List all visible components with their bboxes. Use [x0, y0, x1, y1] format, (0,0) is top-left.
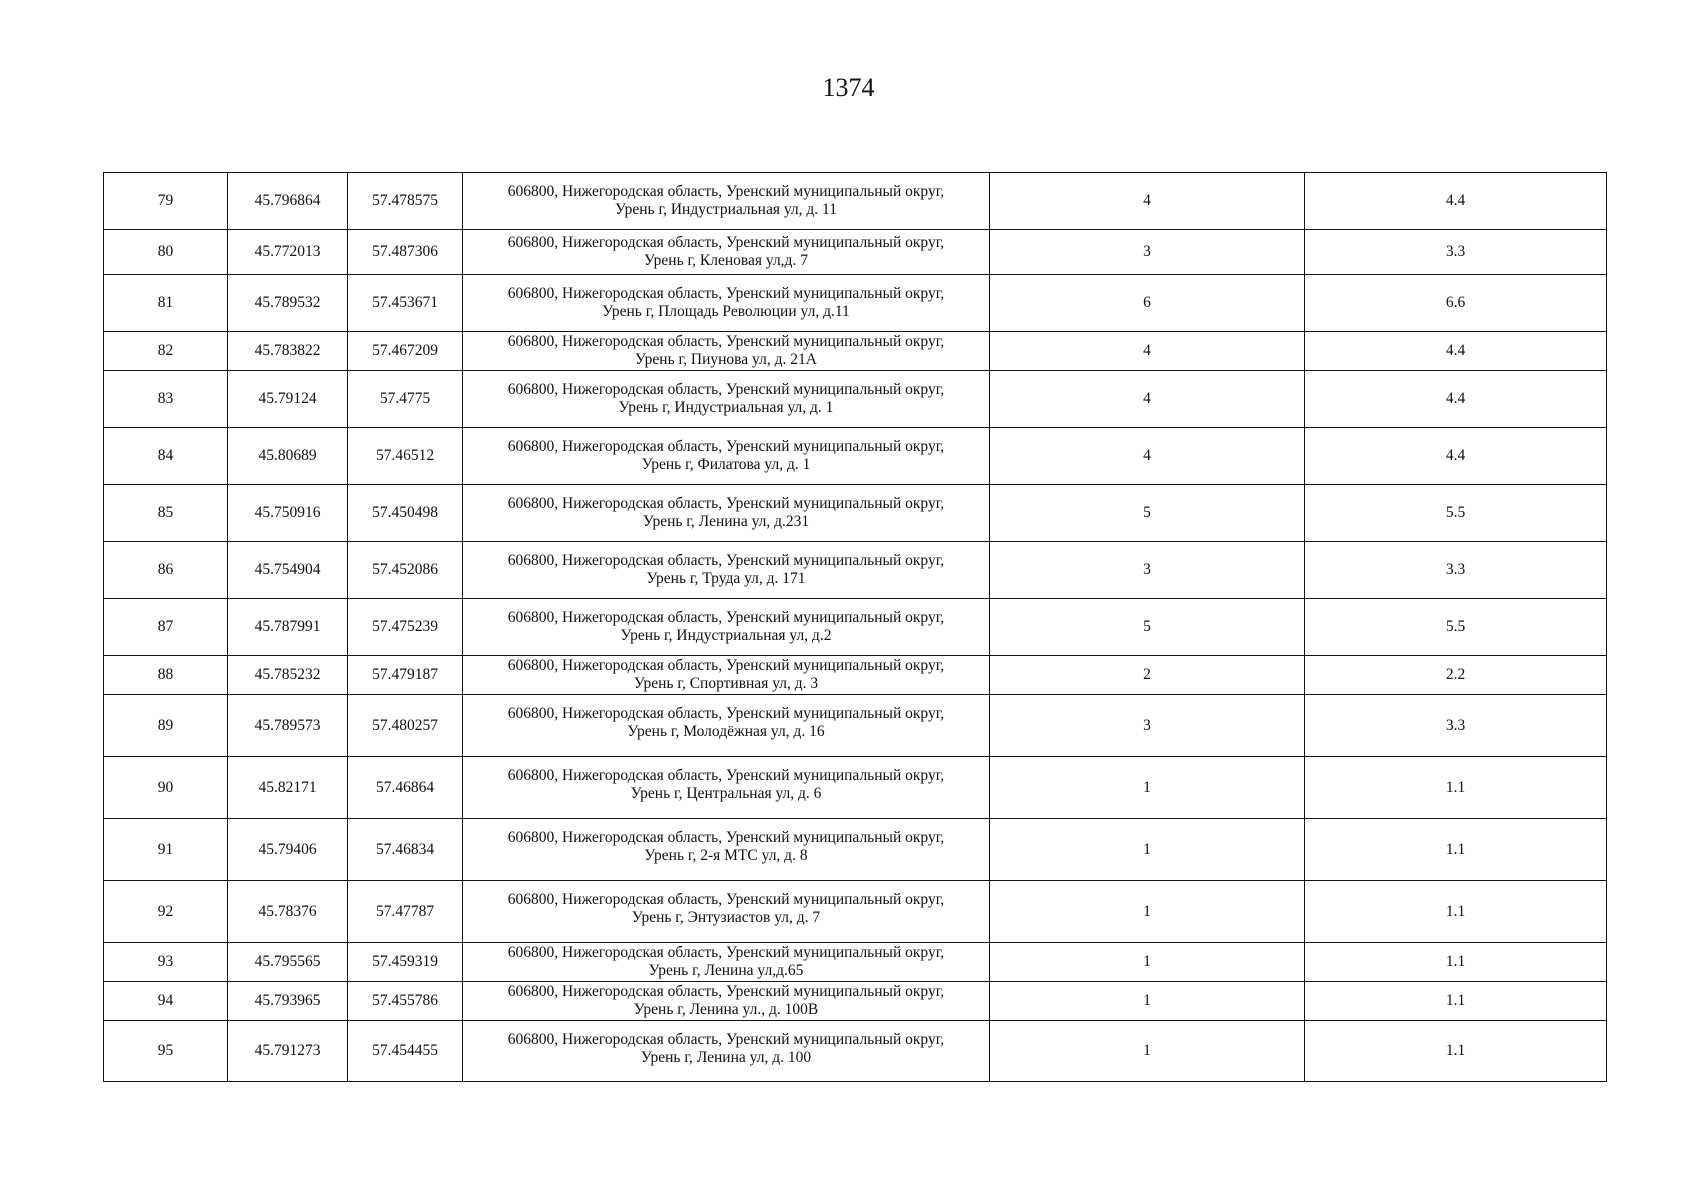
longitude-cell: 45.82171 — [228, 757, 348, 819]
table-row — [104, 695, 1607, 757]
container-count-cell: 5 — [990, 599, 1305, 656]
latitude-cell: 57.46864 — [348, 757, 463, 819]
container-count-cell: 1 — [990, 757, 1305, 819]
address-line-1: 606800, Нижегородская область, Уренский муниципальный округ, — [507, 438, 945, 455]
address-line-1: 606800, Нижегородская область, Уренский муниципальный округ, — [507, 657, 945, 674]
latitude-cell: 57.450498 — [348, 485, 463, 542]
address-line-2: Урень г, Ленина ул., д. 100В — [633, 1001, 819, 1018]
table-row — [104, 656, 1607, 695]
address-line-1: 606800, Нижегородская область, Уренский муниципальный округ, — [507, 829, 945, 846]
latitude-cell: 57.455786 — [348, 982, 463, 1021]
address-line-2: Урень г, Индустриальная ул, д. 1 — [618, 399, 834, 416]
address-line-2: Урень г, Ленина ул,д.65 — [648, 962, 804, 979]
address-cell — [463, 275, 990, 332]
row-number: 80 — [104, 230, 228, 275]
row-number: 79 — [104, 173, 228, 230]
container-count-cell: 4 — [990, 371, 1305, 428]
container-count-cell: 1 — [990, 881, 1305, 943]
latitude-cell: 57.487306 — [348, 230, 463, 275]
longitude-cell: 45.80689 — [228, 428, 348, 485]
address-line-2: Урень г, Спортивная ул, д. 3 — [633, 675, 819, 692]
longitude-cell: 45.772013 — [228, 230, 348, 275]
latitude-cell: 57.47787 — [348, 881, 463, 943]
address-line-2: Урень г, Энтузиастов ул, д. 7 — [631, 909, 821, 926]
container-count-cell: 1 — [990, 819, 1305, 881]
volume-cell: 1.1 — [1305, 757, 1607, 819]
address-cell — [463, 332, 990, 371]
address-line-2: Урень г, Индустриальная ул, д. 11 — [615, 201, 837, 218]
table-row — [104, 230, 1607, 275]
latitude-cell: 57.454455 — [348, 1021, 463, 1082]
address-line-2: Урень г, 2-я МТС ул, д. 8 — [644, 847, 808, 864]
latitude-cell: 57.479187 — [348, 656, 463, 695]
volume-cell: 1.1 — [1305, 881, 1607, 943]
row-number: 81 — [104, 275, 228, 332]
row-number: 92 — [104, 881, 228, 943]
table-row — [104, 173, 1607, 230]
row-number: 91 — [104, 819, 228, 881]
table-row — [104, 371, 1607, 428]
volume-cell: 5.5 — [1305, 599, 1607, 656]
latitude-cell: 57.452086 — [348, 542, 463, 599]
row-number: 86 — [104, 542, 228, 599]
volume-cell: 4.4 — [1305, 428, 1607, 485]
table-row — [104, 982, 1607, 1021]
longitude-cell: 45.789532 — [228, 275, 348, 332]
container-count-cell: 6 — [990, 275, 1305, 332]
row-number: 85 — [104, 485, 228, 542]
container-count-cell: 1 — [990, 943, 1305, 982]
longitude-cell: 45.795565 — [228, 943, 348, 982]
address-line-1: 606800, Нижегородская область, Уренский муниципальный округ, — [507, 767, 945, 784]
address-line-1: 606800, Нижегородская область, Уренский муниципальный округ, — [507, 495, 945, 512]
address-line-1: 606800, Нижегородская область, Уренский муниципальный округ, — [507, 552, 945, 569]
longitude-cell: 45.750916 — [228, 485, 348, 542]
latitude-cell: 57.453671 — [348, 275, 463, 332]
table-row — [104, 881, 1607, 943]
container-count-cell: 4 — [990, 173, 1305, 230]
address-cell — [463, 230, 990, 275]
longitude-cell: 45.791273 — [228, 1021, 348, 1082]
address-line-1: 606800, Нижегородская область, Уренский муниципальный округ, — [507, 983, 945, 1000]
table-row — [104, 332, 1607, 371]
table-row — [104, 1021, 1607, 1082]
volume-cell: 4.4 — [1305, 173, 1607, 230]
container-count-cell: 2 — [990, 656, 1305, 695]
longitude-cell: 45.78376 — [228, 881, 348, 943]
address-cell — [463, 1021, 990, 1082]
address-cell — [463, 371, 990, 428]
container-count-cell: 3 — [990, 542, 1305, 599]
longitude-cell: 45.783822 — [228, 332, 348, 371]
address-cell — [463, 173, 990, 230]
address-line-1: 606800, Нижегородская область, Уренский муниципальный округ, — [507, 333, 945, 350]
longitude-cell: 45.793965 — [228, 982, 348, 1021]
address-cell — [463, 599, 990, 656]
table-row — [104, 943, 1607, 982]
table-row — [104, 275, 1607, 332]
container-count-cell: 5 — [990, 485, 1305, 542]
volume-cell: 1.1 — [1305, 943, 1607, 982]
row-number: 95 — [104, 1021, 228, 1082]
row-number: 94 — [104, 982, 228, 1021]
address-cell — [463, 656, 990, 695]
latitude-cell: 57.459319 — [348, 943, 463, 982]
longitude-cell: 45.79406 — [228, 819, 348, 881]
container-count-cell: 1 — [990, 982, 1305, 1021]
volume-cell: 5.5 — [1305, 485, 1607, 542]
address-line-2: Урень г, Ленина ул, д. 100 — [640, 1049, 812, 1066]
latitude-cell: 57.480257 — [348, 695, 463, 757]
address-line-1: 606800, Нижегородская область, Уренский муниципальный округ, — [507, 381, 945, 398]
volume-cell: 1.1 — [1305, 819, 1607, 881]
longitude-cell: 45.789573 — [228, 695, 348, 757]
address-line-1: 606800, Нижегородская область, Уренский муниципальный округ, — [507, 705, 945, 722]
address-cell — [463, 695, 990, 757]
volume-cell: 3.3 — [1305, 542, 1607, 599]
longitude-cell: 45.79124 — [228, 371, 348, 428]
latitude-cell: 57.4775 — [348, 371, 463, 428]
latitude-cell: 57.475239 — [348, 599, 463, 656]
address-cell — [463, 542, 990, 599]
longitude-cell: 45.785232 — [228, 656, 348, 695]
latitude-cell: 57.46834 — [348, 819, 463, 881]
address-cell — [463, 819, 990, 881]
address-line-1: 606800, Нижегородская область, Уренский муниципальный округ, — [507, 285, 945, 302]
table-row — [104, 599, 1607, 656]
row-number: 83 — [104, 371, 228, 428]
address-line-1: 606800, Нижегородская область, Уренский муниципальный округ, — [507, 944, 945, 961]
container-count-cell: 3 — [990, 695, 1305, 757]
address-line-2: Урень г, Центральная ул, д. 6 — [630, 785, 822, 802]
container-count-cell: 1 — [990, 1021, 1305, 1082]
table-row — [104, 757, 1607, 819]
address-line-2: Урень г, Индустриальная ул, д.2 — [620, 627, 832, 644]
container-count-cell: 4 — [990, 332, 1305, 371]
address-line-1: 606800, Нижегородская область, Уренский муниципальный округ, — [507, 183, 945, 200]
address-cell — [463, 485, 990, 542]
address-line-1: 606800, Нижегородская область, Уренский муниципальный округ, — [507, 609, 945, 626]
volume-cell: 2.2 — [1305, 656, 1607, 695]
address-cell — [463, 982, 990, 1021]
table-row — [104, 819, 1607, 881]
address-line-2: Урень г, Филатова ул, д. 1 — [641, 456, 811, 473]
longitude-cell: 45.754904 — [228, 542, 348, 599]
row-number: 93 — [104, 943, 228, 982]
address-cell — [463, 428, 990, 485]
volume-cell: 6.6 — [1305, 275, 1607, 332]
longitude-cell: 45.796864 — [228, 173, 348, 230]
row-number: 82 — [104, 332, 228, 371]
address-cell — [463, 881, 990, 943]
table-row — [104, 428, 1607, 485]
row-number: 89 — [104, 695, 228, 757]
address-line-1: 606800, Нижегородская область, Уренский муниципальный округ, — [507, 891, 945, 908]
volume-cell: 1.1 — [1305, 1021, 1607, 1082]
address-cell — [463, 943, 990, 982]
address-line-2: Урень г, Труда ул, д. 171 — [646, 570, 806, 587]
table-row — [104, 542, 1607, 599]
address-line-1: 606800, Нижегородская область, Уренский муниципальный округ, — [507, 1031, 945, 1048]
volume-cell: 3.3 — [1305, 695, 1607, 757]
volume-cell: 4.4 — [1305, 371, 1607, 428]
address-line-2: Урень г, Пиунова ул, д. 21А — [635, 351, 817, 368]
volume-cell: 3.3 — [1305, 230, 1607, 275]
latitude-cell: 57.467209 — [348, 332, 463, 371]
address-line-2: Урень г, Молодёжная ул, д. 16 — [627, 723, 825, 740]
longitude-cell: 45.787991 — [228, 599, 348, 656]
container-count-cell: 4 — [990, 428, 1305, 485]
address-cell — [463, 757, 990, 819]
row-number: 87 — [104, 599, 228, 656]
row-number: 84 — [104, 428, 228, 485]
address-line-1: 606800, Нижегородская область, Уренский муниципальный округ, — [507, 234, 945, 251]
container-count-cell: 3 — [990, 230, 1305, 275]
address-line-2: Урень г, Площадь Революции ул, д.11 — [602, 303, 850, 320]
page-number: 1374 — [822, 73, 875, 102]
address-line-2: Урень г, Ленина ул, д.231 — [642, 513, 810, 530]
latitude-cell: 57.46512 — [348, 428, 463, 485]
volume-cell: 4.4 — [1305, 332, 1607, 371]
latitude-cell: 57.478575 — [348, 173, 463, 230]
volume-cell: 1.1 — [1305, 982, 1607, 1021]
container-sites-table — [103, 172, 1607, 1082]
table-row — [104, 485, 1607, 542]
row-number: 90 — [104, 757, 228, 819]
address-line-2: Урень г, Кленовая ул,д. 7 — [644, 252, 808, 269]
row-number: 88 — [104, 656, 228, 695]
